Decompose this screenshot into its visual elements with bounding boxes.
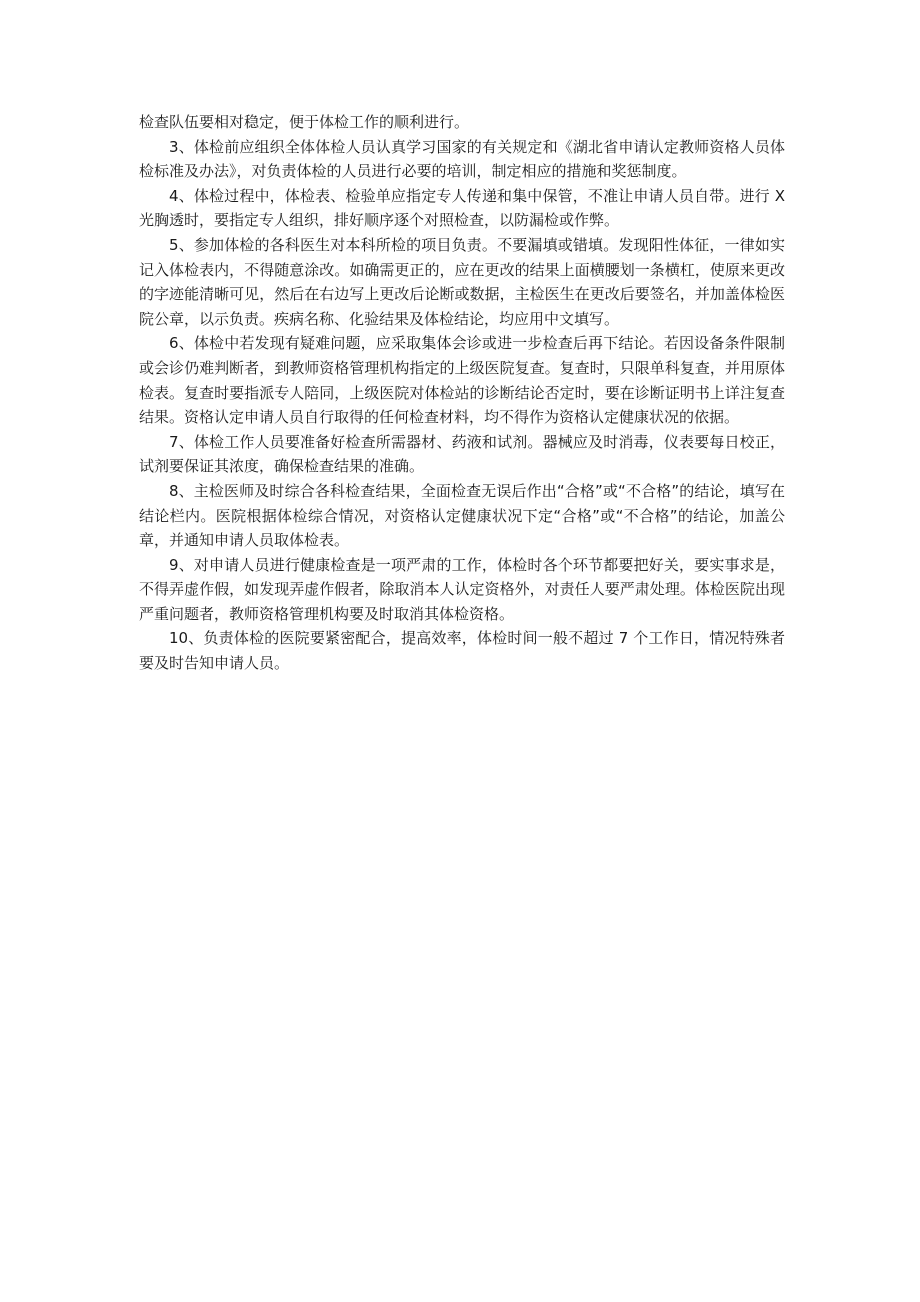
paragraph-continuation: 检查队伍要相对稳定，便于体检工作的顺利进行。	[139, 113, 470, 131]
paragraph-item-7: 7、体检工作人员要准备好检查所需器材、药液和试剂。器械应及时消毒，仪表要每日校正，试剂要保证其浓度，确保检查结果的准确。	[139, 432, 785, 476]
document-body	[139, 110, 785, 676]
paragraph-item-10: 10、负责体检的医院要紧密配合，提高效率，体检时间一般不超过 7 个工作日，情况特殊者要及时告知申请人员。	[139, 629, 785, 673]
paragraph-item-5: 5、参加体检的各科医生对本科所检的项目负责。不要漏填或错填。发现阳性体征，一律如实记入体检表内，不得随意涂改。如确需更正的，应在更改的结果上面横腰划一条横杠，使原来更改的字迹能清晰可见，然后在右边写上更改后论断或数据，主检医生在更改后要签名，并加盖体检医院公章，以示负责。疾病名称、化验结果及体检结论，均应用中文填写。	[139, 235, 785, 328]
paragraph-item-8: 8、主检医师及时综合各科检查结果，全面检查无误后作出“合格”或“不合格”的结论，填写在结论栏内。医院根据体检综合情况，对资格认定健康状况下定“合格”或“不合格”的结论，加盖公章，并通知申请人员取体检表。	[139, 481, 785, 550]
paragraph-item-9: 9、对申请人员进行健康检查是一项严肃的工作，体检时各个环节都要把好关，要实事求是，不得弄虚作假，如发现弄虚作假者，除取消本人认定资格外，对责任人要严肃处理。体检医院出现严重问题者，教师资格管理机构要及时取消其体检资格。	[139, 555, 785, 623]
paragraph-item-4: 4、体检过程中，体检表、检验单应指定专人传递和集中保管，不准让申请人员自带。进行 X 光胸透时，要指定专人组织，排好顺序逐个对照检查，以防漏检或作弊。	[139, 186, 785, 230]
paragraph-item-6: 6、体检中若发现有疑难问题，应采取集体会诊或进一步检查后再下结论。若因设备条件限制或会诊仍难判断者，到教师资格管理机构指定的上级医院复查。复查时，只限单科复查，并用原体检表。复查时要指派专人陪同，上级医院对体检站的诊断结论否定时，要在诊断证明书上详注复查结果。资格认定申请人员自行取得的任何检查材料，均不得作为资格认定健康状况的依据。	[139, 334, 785, 427]
paragraph-item-3: 3、体检前应组织全体体检人员认真学习国家的有关规定和《湖北省申请认定教师资格人员体检标准及办法》，对负责体检的人员进行必要的培训，制定相应的措施和奖惩制度。	[139, 137, 785, 181]
